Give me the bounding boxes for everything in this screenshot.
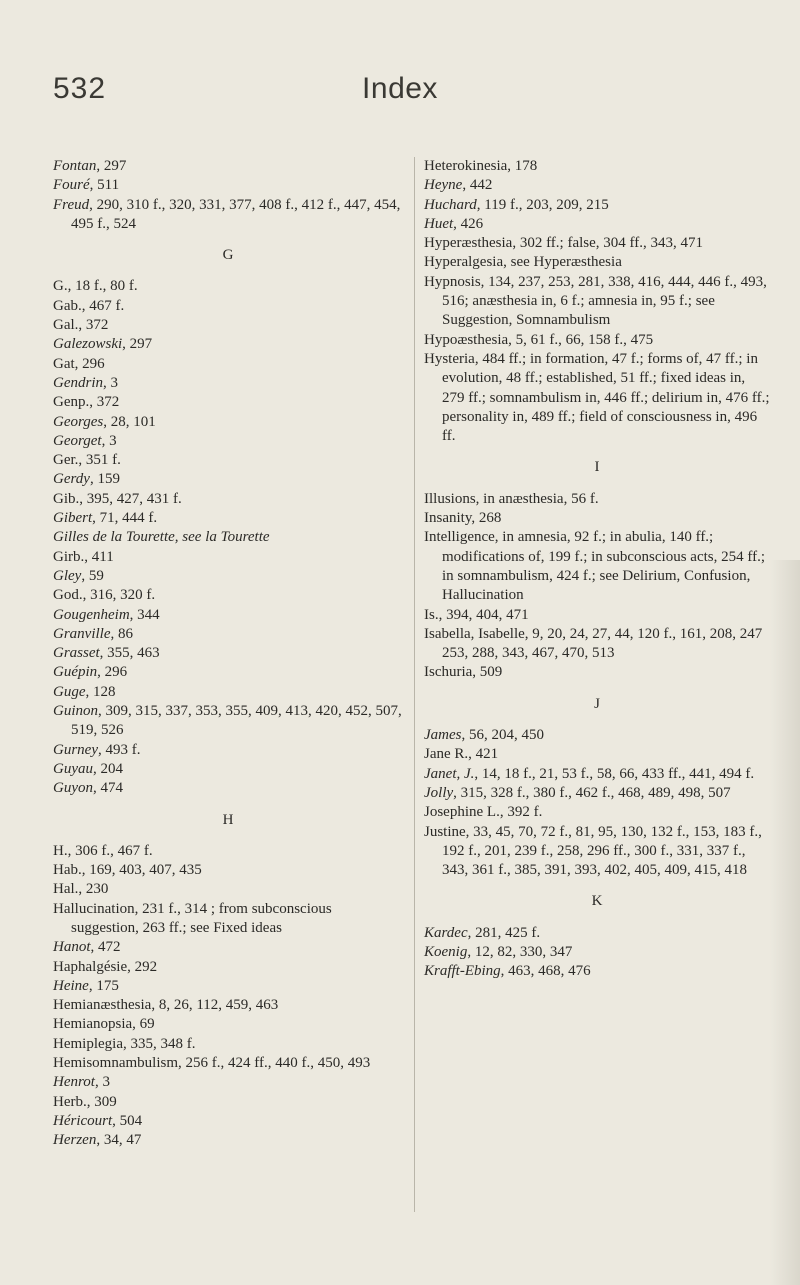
entry-references: , 159 bbox=[89, 471, 120, 488]
entry-references: Hemisomnambulism, 256 f., 424 ff., 440 f., 450, 493 bbox=[53, 1055, 371, 1072]
letter-heading: G bbox=[222, 247, 234, 264]
entry-references: , 504 bbox=[112, 1112, 143, 1129]
index-entry bbox=[53, 861, 403, 880]
entry-references: Gat, 296 bbox=[53, 355, 105, 372]
entry-references: Justine, 33, 45, 70, 72 f., 81, 95, 130, 132 f., 153, 183 f., 192 f., 201, 239 f., 258, 296 ff., 300 f., 331, 337 f., 343, 361 f., 385, 391, 393, 402, 405, 409, 415, 418 bbox=[424, 823, 762, 879]
index-entry bbox=[53, 586, 403, 605]
index-entry bbox=[424, 215, 770, 234]
index-entry bbox=[53, 335, 403, 354]
index-entry bbox=[53, 958, 403, 977]
letter-heading: H bbox=[222, 811, 234, 828]
entry-references: Illusions, in anæsthesia, 56 f. bbox=[424, 490, 599, 507]
entry-references: Girb., 411 bbox=[53, 548, 114, 565]
entry-references: , 71, 444 f. bbox=[92, 510, 158, 527]
entry-references: , 3 bbox=[103, 374, 118, 391]
entry-references: Hypnosis, 134, 237, 253, 281, 338, 416, 444, 446 f., 493, 516; anæsthesia in, 6 f.; amnesia in, 95 f.; see Suggestion, Somnambulism bbox=[424, 273, 767, 329]
entry-references: , 297 bbox=[122, 336, 153, 353]
entry-heading: Jolly bbox=[424, 784, 454, 801]
entry-heading: Gley bbox=[53, 567, 82, 584]
entry-heading: Gilles de la Tourette, see la Tourette bbox=[53, 529, 270, 546]
index-entry bbox=[53, 663, 403, 682]
index-entry bbox=[424, 962, 770, 981]
index-entry bbox=[53, 938, 403, 957]
index-entry bbox=[53, 683, 403, 702]
entry-references: , 442 bbox=[462, 177, 493, 194]
entry-references: , 281, 425 f. bbox=[467, 924, 541, 941]
index-entry bbox=[53, 644, 403, 663]
entry-references: , 3 bbox=[94, 1074, 110, 1091]
index-entry bbox=[424, 745, 770, 764]
entry-references: , 309, 315, 337, 353, 355, 409, 413, 420, 452, 507, 519, 526 bbox=[71, 703, 402, 739]
index-entry bbox=[53, 157, 403, 176]
entry-references: , 56, 204, 450 bbox=[461, 727, 544, 744]
entry-references: Ger., 351 f. bbox=[53, 452, 121, 469]
entry-references: , 119 f., 203, 209, 215 bbox=[476, 196, 609, 213]
letter-heading: I bbox=[594, 459, 600, 476]
index-entry bbox=[424, 176, 770, 195]
page-edge-shadow bbox=[770, 560, 800, 1285]
entry-heading: Huet bbox=[424, 215, 454, 232]
index-entry bbox=[53, 297, 403, 316]
entry-heading: Grasset bbox=[53, 645, 100, 662]
entry-references: , 315, 328 f., 380 f., 462 f., 468, 489, 498, 507 bbox=[453, 784, 731, 801]
entry-heading: Freud bbox=[53, 196, 90, 213]
index-entry bbox=[424, 625, 770, 664]
index-entry bbox=[424, 726, 770, 745]
index-entry bbox=[53, 779, 403, 798]
index-entry bbox=[424, 765, 770, 784]
entry-references: Genp., 372 bbox=[53, 394, 120, 411]
entry-references: Gab., 467 f. bbox=[53, 297, 125, 314]
index-entry bbox=[53, 196, 403, 235]
index-entry bbox=[424, 331, 770, 350]
entry-references: Gal., 372 bbox=[53, 317, 109, 334]
letter-heading: J bbox=[594, 695, 600, 712]
entry-references: , 290, 310 f., 320, 331, 377, 408 f., 412 f., 447, 454, 495 f., 524 bbox=[71, 196, 401, 232]
entry-references: Hemianæsthesia, 8, 26, 112, 459, 463 bbox=[53, 997, 279, 1014]
index-entry bbox=[424, 490, 770, 509]
entry-references: Herb., 309 bbox=[53, 1093, 117, 1110]
index-entry bbox=[424, 350, 770, 446]
entry-references: Hyperalgesia, see Hyperæsthesia bbox=[424, 254, 622, 271]
index-entry bbox=[53, 1073, 403, 1092]
index-entry bbox=[424, 823, 770, 881]
entry-references: , 204 bbox=[93, 760, 123, 777]
entry-heading: Herzen bbox=[53, 1132, 97, 1149]
index-entry bbox=[424, 273, 770, 331]
entry-references: , 59 bbox=[81, 567, 104, 584]
entry-references: , 474 bbox=[93, 780, 123, 797]
entry-references: Hyperæsthesia, 302 ff.; false, 304 ff., 343, 471 bbox=[424, 235, 703, 252]
entry-references: Insanity, 268 bbox=[424, 510, 502, 527]
index-entry bbox=[53, 741, 403, 760]
entry-heading: Huchard bbox=[424, 196, 477, 213]
index-entry bbox=[53, 470, 403, 489]
index-entry bbox=[424, 606, 770, 625]
entry-references: , 128 bbox=[85, 683, 116, 700]
entry-references: God., 316, 320 f. bbox=[53, 587, 156, 604]
entry-references: G., 18 f., 80 f. bbox=[53, 278, 138, 295]
index-entry bbox=[53, 1035, 403, 1054]
index-entry bbox=[424, 196, 770, 215]
entry-heading: Granville bbox=[53, 625, 111, 642]
entry-heading: Fouré bbox=[53, 177, 90, 194]
entry-references: Gib., 395, 427, 431 f. bbox=[53, 490, 182, 507]
index-entry bbox=[53, 625, 403, 644]
entry-references: Isabella, Isabelle, 9, 20, 24, 27, 44, 120 f., 161, 208, 247 253, 288, 343, 467, 470, 513 bbox=[424, 625, 763, 662]
entry-references: , 297 bbox=[96, 158, 127, 174]
index-entry bbox=[53, 900, 403, 939]
entry-heading: Gerdy bbox=[53, 471, 90, 488]
index-entry bbox=[53, 490, 403, 509]
index-entry bbox=[53, 1015, 403, 1034]
entry-references: Hallucination, 231 f., 314 ; from subconscious suggestion, 263 ff.; see Fixed ideas bbox=[53, 900, 332, 936]
entry-references: , 14, 18 f., 21, 53 f., 58, 66, 433 ff., 441, 494 f. bbox=[474, 765, 755, 782]
entry-references: , 34, 47 bbox=[96, 1132, 142, 1149]
index-entry bbox=[53, 760, 403, 779]
entry-references: , 12, 82, 330, 347 bbox=[467, 943, 573, 960]
entry-heading: Gibert bbox=[53, 510, 93, 527]
index-entry bbox=[53, 1112, 403, 1131]
index-entry bbox=[53, 393, 403, 412]
entry-references: Heterokinesia, 178 bbox=[424, 158, 538, 174]
entry-heading: Héricourt bbox=[53, 1112, 113, 1129]
entry-heading: Kardec bbox=[424, 924, 468, 941]
entry-heading: Fontan bbox=[53, 158, 97, 174]
index-entry bbox=[53, 432, 403, 451]
index-entry bbox=[53, 277, 403, 296]
index-entry bbox=[53, 374, 403, 393]
index-entry bbox=[53, 880, 403, 899]
running-title: Index bbox=[362, 72, 438, 105]
entry-references: Hab., 169, 403, 407, 435 bbox=[53, 862, 202, 879]
index-entry bbox=[424, 803, 770, 822]
page-header bbox=[0, 72, 800, 132]
entry-references: , 28, 101 bbox=[103, 413, 156, 430]
entry-heading: Henrot bbox=[53, 1074, 95, 1091]
entry-references: Hysteria, 484 ff.; in formation, 47 f.; forms of, 47 ff.; in evolution, 48 ff.; established, 51 ff.; fixed ideas in, 279 ff.; somnambulism in, 446 ff.; delirium in, 476 ff.; personality in, 489 ff.; field of consciousness in, 496 ff. bbox=[424, 350, 770, 445]
index-entry bbox=[53, 355, 403, 374]
entry-heading: Guyon bbox=[53, 780, 93, 797]
entry-references: Hal., 230 bbox=[53, 881, 109, 898]
index-entry bbox=[53, 176, 403, 195]
entry-heading: Heyne bbox=[424, 177, 463, 194]
index-entry bbox=[53, 977, 403, 996]
entry-references: H., 306 f., 467 f. bbox=[53, 842, 153, 859]
index-entry bbox=[53, 567, 403, 586]
entry-references: , 175 bbox=[88, 977, 119, 994]
index-entry bbox=[424, 924, 770, 943]
entry-references: , 426 bbox=[453, 215, 484, 232]
index-entry bbox=[424, 253, 770, 272]
index-entry bbox=[424, 509, 770, 528]
index-entry bbox=[53, 528, 403, 547]
index-entry bbox=[53, 316, 403, 335]
entry-heading: Galezowski bbox=[53, 336, 123, 353]
index-entry bbox=[53, 1131, 403, 1150]
entry-heading: Guépin bbox=[53, 664, 98, 681]
entry-references: Josephine L., 392 f. bbox=[424, 804, 543, 821]
entry-references: Is., 394, 404, 471 bbox=[424, 606, 529, 623]
index-entry bbox=[53, 606, 403, 625]
index-entry bbox=[53, 1054, 403, 1073]
entry-references: , 296 bbox=[97, 664, 128, 681]
entry-references: , 463, 468, 476 bbox=[500, 963, 591, 980]
entry-references: Jane R., 421 bbox=[424, 746, 499, 763]
index-entry bbox=[53, 842, 403, 861]
entry-references: Hypoæsthesia, 5, 61 f., 66, 158 f., 475 bbox=[424, 331, 654, 348]
entry-heading: Gendrin bbox=[53, 374, 103, 391]
letter-heading: K bbox=[591, 893, 603, 910]
entry-heading: Hanot bbox=[53, 939, 91, 956]
entry-references: , 3 bbox=[101, 432, 117, 449]
index-entry bbox=[53, 413, 403, 432]
entry-references: Hemianopsia, 69 bbox=[53, 1016, 155, 1033]
index-entry bbox=[424, 784, 770, 803]
entry-references: , 472 bbox=[90, 939, 121, 956]
index-entry bbox=[53, 1093, 403, 1112]
entry-heading: Janet, J. bbox=[424, 765, 475, 782]
entry-references: , 355, 463 bbox=[99, 645, 160, 662]
entry-references: Intelligence, in amnesia, 92 f.; in abulia, 140 ff.; modifications of, 199 f.; in subconscious acts, 254 ff.; in somnambulism, 424 f.; see Delirium, Confusion, Hallucination bbox=[424, 529, 766, 604]
entry-references: Ischuria, 509 bbox=[424, 664, 503, 681]
entry-references: , 493 f. bbox=[98, 741, 141, 758]
index-entry bbox=[424, 943, 770, 962]
page-number: 532 bbox=[53, 72, 107, 105]
entry-references: , 344 bbox=[129, 606, 160, 623]
entry-heading: Georget bbox=[53, 432, 102, 449]
entry-heading: Koenig bbox=[424, 943, 468, 960]
index-entry bbox=[53, 451, 403, 470]
index-entry bbox=[424, 663, 770, 682]
index-entry bbox=[424, 157, 770, 176]
entry-references: Hemiplegia, 335, 348 f. bbox=[53, 1035, 196, 1052]
entry-heading: Krafft-Ebing bbox=[424, 963, 501, 980]
entry-references: , 86 bbox=[110, 625, 133, 642]
entry-references: , 511 bbox=[89, 177, 120, 194]
index-entry bbox=[53, 996, 403, 1015]
index-entry bbox=[53, 548, 403, 567]
index-entry bbox=[424, 528, 770, 605]
index-entry bbox=[424, 234, 770, 253]
column-divider bbox=[414, 157, 415, 1212]
index-column-right bbox=[424, 157, 770, 982]
entry-heading: Heine bbox=[53, 977, 89, 994]
entry-heading: Guge bbox=[53, 683, 86, 700]
entry-heading: James bbox=[424, 727, 462, 744]
index-entry bbox=[53, 509, 403, 528]
entry-heading: Guinon bbox=[53, 703, 98, 720]
entry-heading: Gougenheim bbox=[53, 606, 130, 623]
entry-heading: Georges bbox=[53, 413, 104, 430]
index-column-left bbox=[53, 157, 403, 1151]
index-entry bbox=[53, 702, 403, 741]
entry-heading: Guyau bbox=[53, 760, 93, 777]
entry-references: Haphalgésie, 292 bbox=[53, 958, 158, 975]
entry-heading: Gurney bbox=[53, 741, 98, 758]
